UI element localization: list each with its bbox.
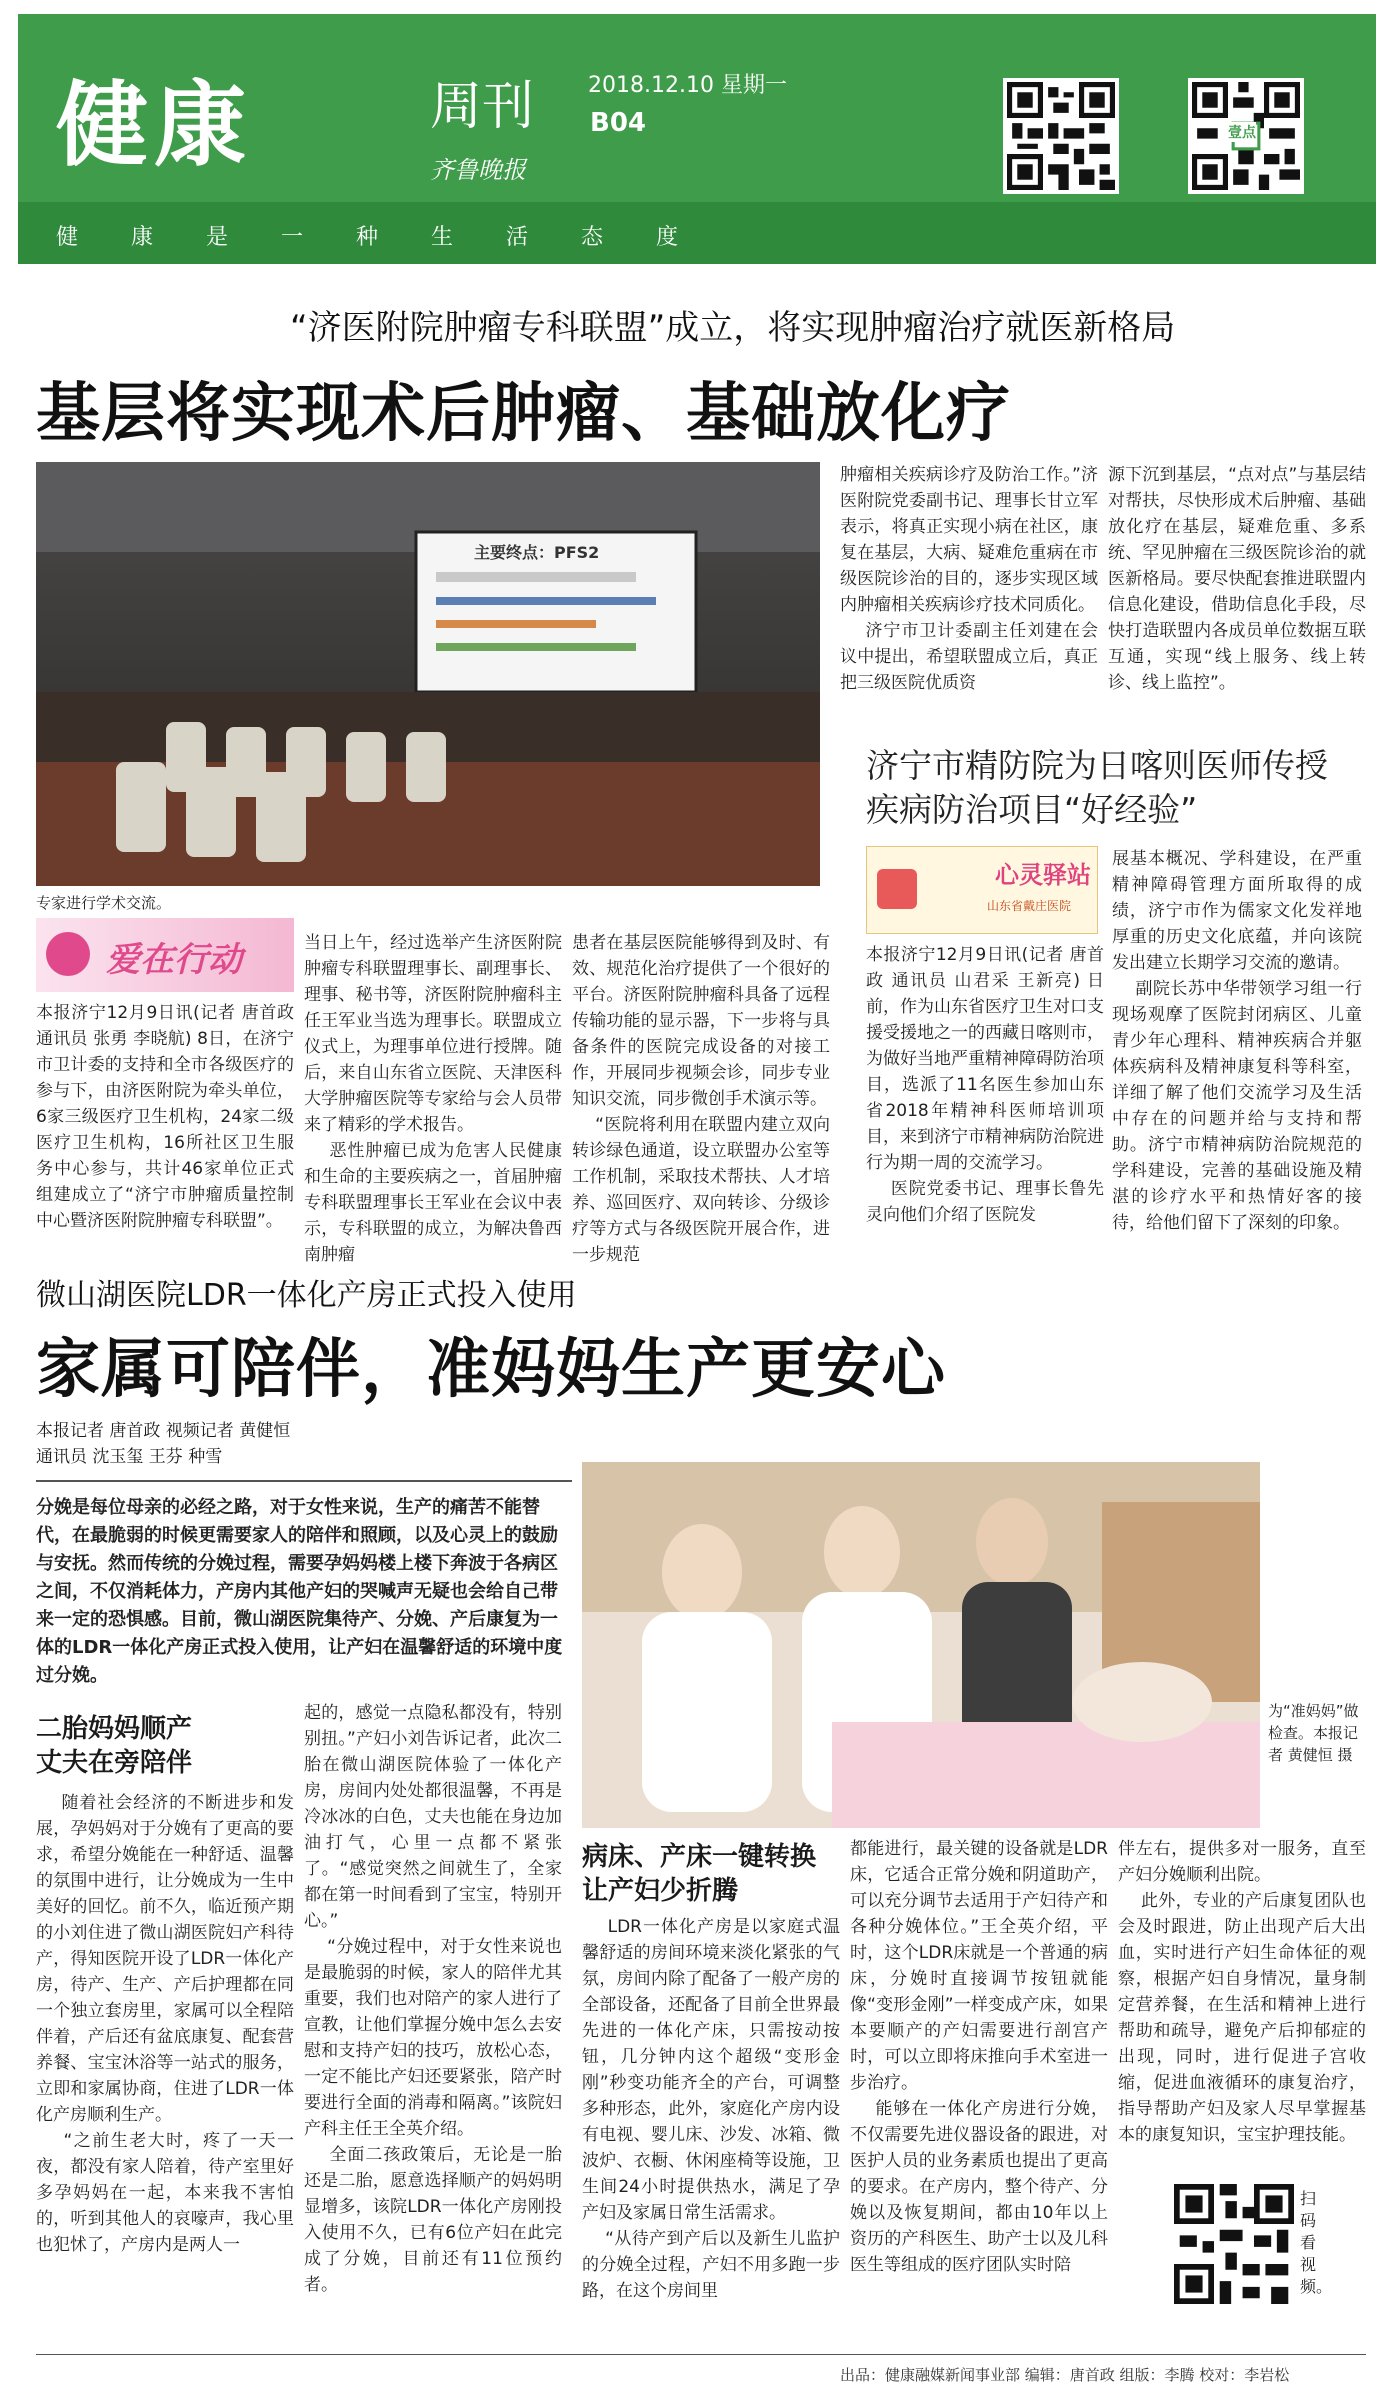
logo-title: 心灵驿站 <box>995 861 1091 889</box>
story2-logo <box>866 846 1098 934</box>
story3-column-1: 随着社会经济的不断进步和发展，孕妈妈对于分娩有了更高的要求，希望分娩能在一种舒适、温馨的氛围中进行，让分娩成为一生中美好的回忆。前不久，临近预产期的小刘住进了微山湖医院妇产科待产，得知医院开设了LDR一体化产房，待产、生产、产后护理都在同一个独立套房里，家属可以全程陪伴着，产后还有盆底康复、配套营养餐、宝宝沐浴等一站式的服务，立即和家属协商，住进了LDR一体化产房顺利生产。 “之前生老大时，疼了一天一夜，都没有家人陪着，待产室里好多孕妈妈在一起，本来我不害怕的，听到其他人的哀嚎声，我心里也犯怵了，产房内是两人一 <box>36 1793 294 2255</box>
story1-column-5: 源下沉到基层，“点对点”与基层结对帮扶，尽快形成术后肿瘤、基础放化疗在基层，疑难危重、多系统、罕见肿瘤在三级医院诊治的就医新格局。要尽快配套推进联盟内信息化建设，借助信息化手段，尽快打造联盟内各成员单位数据互联互通，实现“线上服务、线上转诊、线上监控”。 <box>1108 465 1366 693</box>
video-qr-code[interactable] <box>1170 2180 1298 2308</box>
story3-column-2: 起的，感觉一点隐私都没有，特别别扭。”产妇小刘告诉记者，此次二胎在微山湖医院体验了一体化产房，房间内处处都很温馨，不再是冷冰冰的白色，丈夫也能在身边加油打气，心里一点都不紧张了。“感觉突然之间就生了，全家都在第一时间看到了宝宝，特别开心。” “分娩过程中，对于女性来说也是最脆弱的时候，家人的陪伴尤其重要，我们也对陪产的家人进行了宣教，让他们掌握分娩中怎么去安慰和支持产妇的技巧，放松心态，一定不能比产妇还要紧张，陪产时要进行全面的消毒和隔离。”该院妇产科主任王全英介绍。 全面二孩政策后，无论是一胎还是二胎，愿意选择顺产的妈妈明显增多，该院LDR一体化产房刚投入使用不久，已有6位产妇在此完成了分娩，目前还有11位预约者。 <box>304 1703 562 2295</box>
story2-column-2: 展基本概况、学科建设，在严重精神障碍管理方面所取得的成绩，济宁市作为儒家文化发祥地厚重的历史文化底蕴，并向该院发出建立长期学习交流的邀请。 副院长苏中华带领学习组一行现场观摩了医院封闭病区、儿童青少年心理科、精神疾病合并躯体疾病科及精神康复科等科室，详细了解了他们交流学习及生活中存在的问题并给与支持和帮助。济宁市精神病防治院规范的学科建设，完善的基础设施及精湛的诊疗水平和热情好客的接待，给他们留下了深刻的印象。 <box>1112 849 1362 1233</box>
story1-photo-caption: 专家进行学术交流。 <box>36 894 172 912</box>
logo-subtitle: 山东省戴庄医院 <box>987 899 1072 913</box>
story1-column-1: 本报济宁12月9日讯(记者 唐首政 通讯员 张勇 李晓航) 8日，在济宁市卫计委的支持和全市各级医疗的参与下，由济医附院为牵头单位，6家三级医疗卫生机构，24家二级医疗卫生机构，16所社区卫生服务中心参与，共计46家单位正式组建成立了“济宁市肿瘤质量控制中心暨济医附院肿瘤专科联盟”。 <box>36 1003 300 1231</box>
masthead-date: 2018.12.10 星期一 <box>588 73 787 98</box>
masthead-slogan: 健康是一种生活态度 <box>56 225 732 250</box>
story3-headline: 家属可陪伴，准妈妈生产更安心 <box>36 1333 946 1407</box>
story3-kicker: 微山湖医院LDR一体化产房正式投入使用 <box>36 1278 577 1313</box>
story1-column-4: 肿瘤相关疾病诊疗及防治工作。”济医附院党委副书记、理事长甘立军表示，将真正实现小病在社区，康复在基层，大病、疑难危重病在市级医院诊治的目的，逐步实现区域内肿瘤相关疾病诊疗技术同质化。 济宁市卫计委副主任刘建在会议中提出，希望联盟成立后，真正把三级医院优质资 <box>840 465 1098 693</box>
qr-code-right[interactable] <box>1188 78 1304 194</box>
story1-headline: 基层将实现术后肿瘤、基础放化疗 <box>36 377 1011 451</box>
story3-column-5: 伴左右，提供多对一服务，直至产妇分娩顺利出院。 此外，专业的产后康复团队也会及时跟进，防止出现产后大出血，实时进行产妇生命体征的观察，根据产妇自身情况，量身制定营养餐，在生活和精神上进行帮助和疏导，避免产后抑郁症的出现，同时，进行促进子宫收缩，促进血液循环的康复治疗，指导帮助产妇及家人尽早掌握基本的康复知识，宝宝护理技能。 <box>1118 1839 1366 2145</box>
story3-photo <box>582 1462 1260 1828</box>
qr-badge: 壹点 <box>1228 122 1256 142</box>
story3-subheading-1: 二胎妈妈顺产 丈夫在旁陪伴 <box>36 1714 193 1778</box>
footer-credits: 出品：健康融媒新闻事业部 编辑：唐首政 组版：李腾 校对：李岩松 <box>840 2366 1290 2384</box>
qr-code-left[interactable] <box>1003 78 1119 194</box>
masthead-title: 健康 <box>56 72 253 179</box>
byline-divider <box>36 1480 572 1482</box>
masthead-weekly: 周刊 <box>430 77 535 137</box>
story3-lead: 分娩是每位母亲的必经之路，对于女性来说，生产的痛苦不能替代，在最脆弱的时候更需要家人的陪伴和照顾，以及心灵上的鼓励与安抚。然而传统的分娩过程，需要孕妈妈楼上楼下奔波于各病区之间，不仅消耗体力，产房内其他产妇的哭喊声无疑也会给自己带来一定的恐惧感。目前，微山湖医院集待产、分娩、产后康复为一体的LDR一体化产房正式投入使用，让产妇在温馨舒适的环境中度过分娩。 <box>36 1497 563 1686</box>
story3-byline-2: 通讯员 沈玉玺 王芬 种雪 <box>36 1447 223 1467</box>
house-icon <box>877 869 917 909</box>
story3-byline-1: 本报记者 唐首政 视频记者 黄健恒 <box>36 1421 291 1441</box>
story3-subheading-2: 病床、产床一键转换 让产妇少折腾 <box>582 1842 817 1906</box>
story1-column-3: 患者在基层医院能够得到及时、有效、规范化治疗提供了一个很好的平台。济医附院肿瘤科具备了远程传输功能的显示器，下一步将与具备条件的医院完成设备的对接工作，开展同步视频会诊，同步专业知识交流，同步微创手术演示等。 “医院将利用在联盟内建立双向转诊绿色通道，设立联盟办公室等工作机制，采取技术帮扶、人才培养、巡回医疗、双向转诊、分级诊疗等方式与各级医院开展合作，进一步规范 <box>572 933 830 1265</box>
story1-column-2: 当日上午，经过选举产生济医附院肿瘤专科联盟理事长、副理事长、理事、秘书等，济医附院肿瘤科主任王军业当选为理事长。联盟成立仪式上，为理事单位进行授牌。随后，来自山东省立医院、天津医科大学肿瘤医院等专家给与会人员带来了精彩的学术报告。 恶性肿瘤已成为危害人民健康和生命的主要疾病之一，首届肿瘤专科联盟理事长王军业在会议中表示，专科联盟的成立，为解决鲁西南肿瘤 <box>304 933 562 1265</box>
slide-title: 主要终点：PFS2 <box>474 543 600 562</box>
footer-divider <box>36 2354 1366 2355</box>
story3-photo-caption: 为“准妈妈”做检查。本报记者 黄健恒 摄 <box>1268 1702 1359 1764</box>
banner-title: 爱在行动 <box>106 940 242 980</box>
story3-column-3: LDR一体化产房是以家庭式温馨舒适的房间环境来淡化紧张的气氛，房间内除了配备了一般产房的全部设备，还配备了目前全世界最先进的一体化产床，只需按动按钮，几分钟内这个超级“变形金刚”秒变功能齐全的产台，可调整多种形态，此外，家庭化产房内设有电视、婴儿床、沙发、冰箱、微波炉、衣橱、休闲座椅等设施，卫生间24小时提供热水，满足了孕产妇及家属日常生活需求。 “从待产到产后以及新生儿监护的分娩全过程，产妇不用多跑一步路，在这个房间里 <box>582 1917 840 2301</box>
masthead-page-number: B04 <box>590 108 646 138</box>
masthead-paper-logo: 齐鲁晚报 <box>430 156 526 184</box>
story3-column-4: 都能进行，最关键的设备就是LDR床，它适合正常分娩和阴道助产，可以充分调节去适用于产妇待产和各种分娩体位。”王全英介绍，平时，这个LDR床就是一个普通的病床，分娩时直接调节按钮就能像“变形金刚”一样变成产床，如果本要顺产的产妇需要进行剖宫产时，可以立即将床推向手术室进一步治疗。 能够在一体化产房进行分娩，不仅需要先进仪器设备的跟进，对医护人员的业务素质也提出了更高的要求。在产房内，整个待产、分娩以及恢复期间，都由10年以上资历的产科医生、助产士以及儿科医生等组成的医疗团队实时陪 <box>850 1839 1108 2275</box>
story2-column-1: 本报济宁12月9日讯(记者 唐首政 通讯员 山君采 王新亮) 日前，作为山东省医疗卫生对口支援受援地之一的西藏日喀则市，为做好当地严重精神障碍防治项目，选派了11名医生参加山东省2018年精神科医师培训项目，来到济宁市精神病防治院进行为期一周的交流学习。 医院党委书记、理事长鲁先灵向他们介绍了医院发 <box>866 945 1104 1225</box>
story1-photo <box>36 462 820 886</box>
story2-headline: 济宁市精防院为日喀则医师传授疾病防治项目“好经验” <box>866 746 1328 829</box>
heart-icon <box>46 932 90 976</box>
banner-love-in-action <box>36 918 294 992</box>
story1-kicker: “济医附院肿瘤专科联盟”成立，将实现肿瘤治疗就医新格局 <box>290 308 1176 348</box>
qr-caption: 扫码看视频。 <box>1300 2189 1333 2296</box>
